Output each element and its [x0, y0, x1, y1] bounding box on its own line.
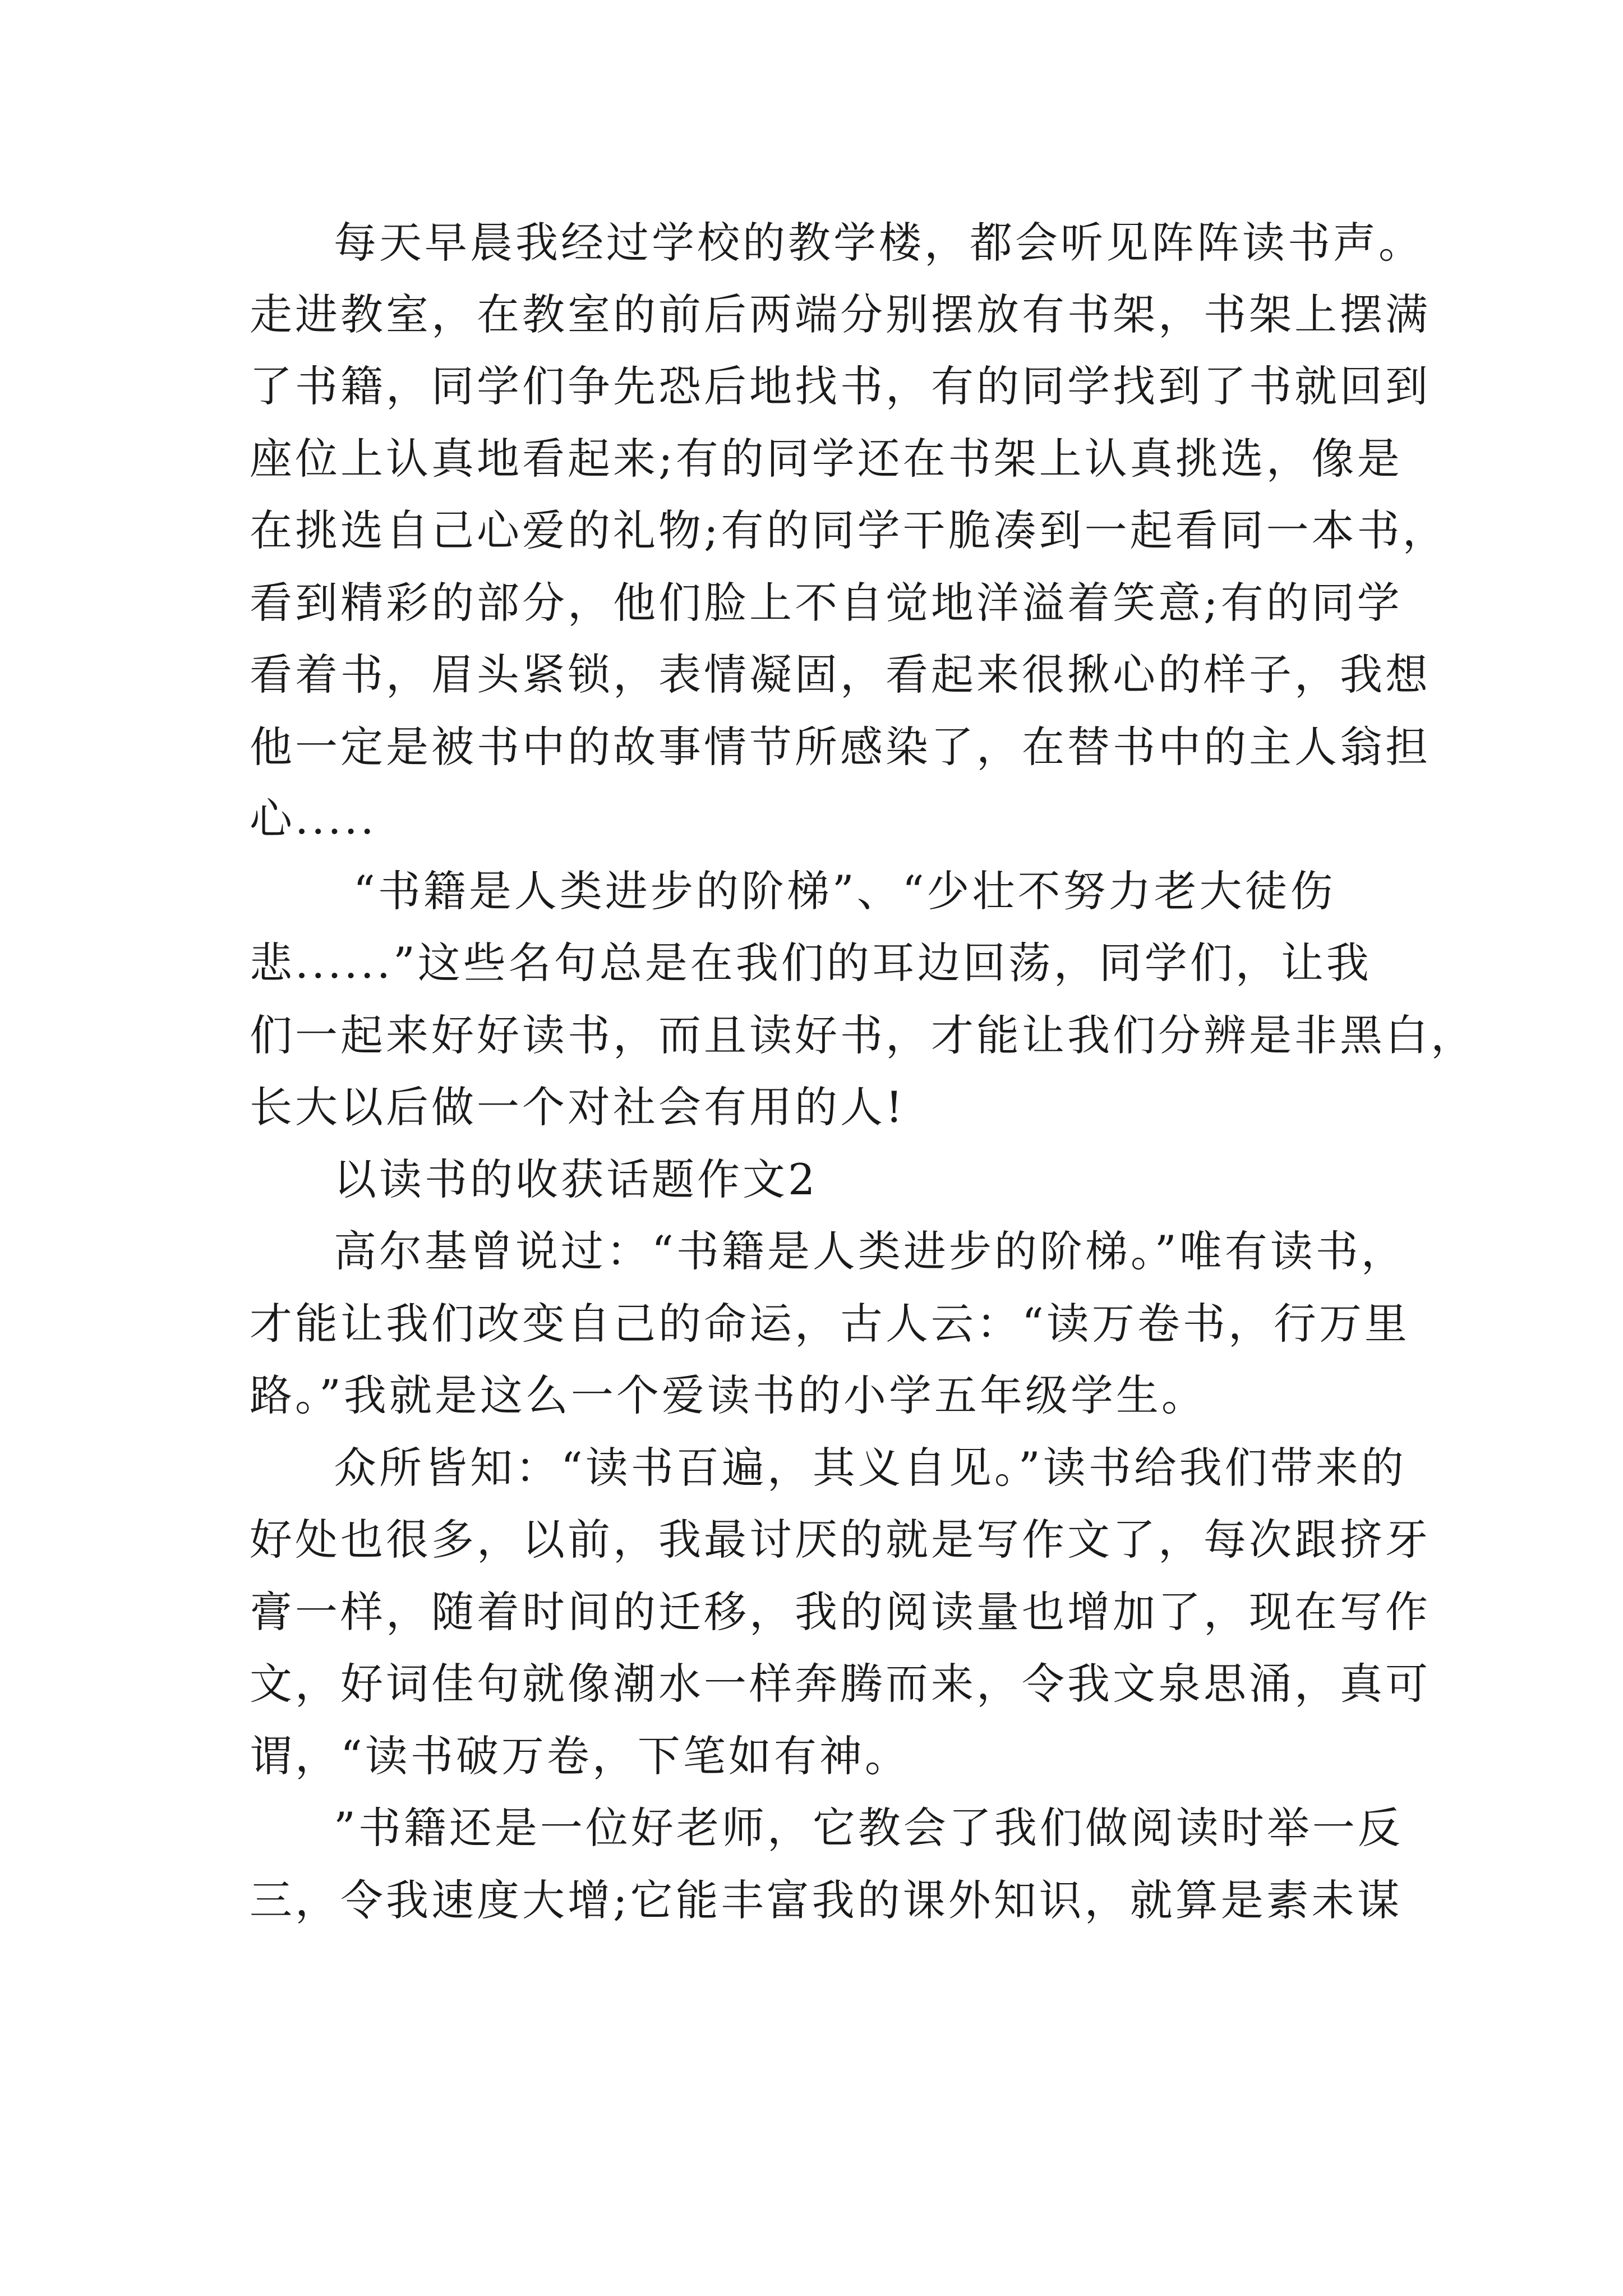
text-line: 众所皆知：“读书百遍，其义自见。”读书给我们带来的 — [334, 1443, 1407, 1493]
text-line: 座位上认真地看起来;有的同学还在书架上认真挑选，像是 — [250, 434, 1403, 484]
text-line: 他一定是被书中的故事情节所感染了，在替书中的主人翁担 — [250, 722, 1431, 772]
text-line: 走进教室，在教室的前后两端分别摆放有书架，书架上摆满 — [250, 289, 1431, 339]
text-line: 看到精彩的部分，他们脸上不自觉地洋溢着笑意;有的同学 — [250, 578, 1403, 628]
text-line: 悲......”这些名句总是在我们的耳边回荡，同学们，让我 — [250, 938, 1372, 988]
text-line: 三，令我速度大增;它能丰富我的课外知识，就算是素未谋 — [250, 1875, 1403, 1925]
text-line: 膏一样，随着时间的迁移，我的阅读量也增加了，现在写作 — [250, 1587, 1431, 1637]
text-line: 看着书，眉头紧锁，表情凝固，看起来很揪心的样子，我想 — [250, 650, 1431, 700]
text-line: 高尔基曾说过：“书籍是人类进步的阶梯。”唯有读书， — [334, 1226, 1407, 1276]
section-heading: 以读书的收获话题作文2 — [334, 1154, 818, 1204]
text-line: “书籍是人类进步的阶梯”、“少壮不努力老大徒伤 — [353, 866, 1336, 916]
text-line: 谓，“读书破万卷，下笔如有神。 — [250, 1731, 910, 1781]
text-line: 好处也很多，以前，我最讨厌的就是写作文了，每次跟挤牙 — [250, 1515, 1431, 1565]
text-line: 每天早晨我经过学校的教学楼，都会听见阵阵读书声。 — [334, 218, 1424, 268]
text-line: 文，好词佳句就像潮水一样奔腾而来，令我文泉思涌，真可 — [250, 1659, 1431, 1709]
text-line: ”书籍还是一位好老师，它教会了我们做阅读时举一反 — [334, 1803, 1403, 1853]
text-line: 长大以后做一个对社会有用的人! — [250, 1082, 906, 1132]
text-line: 了书籍，同学们争先恐后地找书，有的同学找到了书就回到 — [250, 361, 1431, 411]
text-line: 路。”我就是这么一个爱读书的小学五年级学生。 — [250, 1370, 1207, 1420]
text-line: 心..... — [250, 794, 377, 844]
text-line: 在挑选自己心爱的礼物;有的同学干脆凑到一起看同一本书， — [250, 505, 1448, 555]
text-line: 才能让我们改变自己的命运，古人云：“读万卷书，行万里 — [250, 1299, 1410, 1349]
text-line: 们一起来好好读书，而且读好书，才能让我们分辨是非黑白， — [250, 1010, 1476, 1060]
